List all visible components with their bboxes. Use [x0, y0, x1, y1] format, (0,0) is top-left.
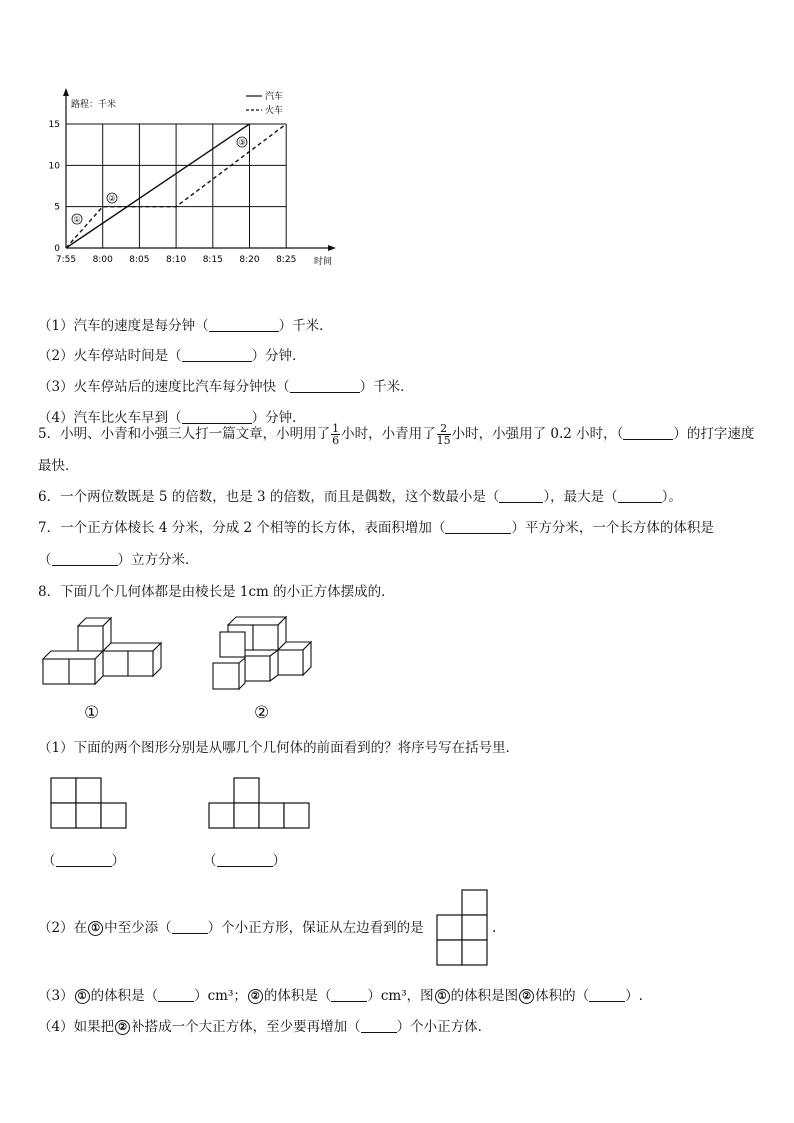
q8-title: 8．下面几个几何体都是由棱长是 1cm 的小正方体摆成的．: [38, 584, 395, 600]
q5-line2: 最快．: [38, 458, 79, 474]
x-tick-label: 8:15: [202, 255, 223, 265]
x-tick-label: 8:00: [92, 255, 113, 265]
q8-part3: （3） ① 的体积是（ ）cm³； ② 的体积是（ ）cm³，图 ① 的体积是图 ② 体积的（ ）.: [38, 988, 643, 1004]
q4-part2: （2）火车停站时间是（ ）分钟．: [38, 348, 306, 364]
fraction-two-fifteenths: $\frac{2}{15}$: [436, 422, 451, 447]
x-tick-label: 8:20: [239, 255, 260, 265]
q4-part1: （1）汽车的速度是每分钟（ ）千米．: [38, 318, 333, 334]
q8-part2: （2）在 ① 中至少添（ ）个小正方形，保证从左边看到的是: [38, 920, 424, 936]
answer-blank[interactable]: [182, 347, 252, 362]
q7-line2: （ ）立方分米．: [38, 552, 199, 568]
answer-blank[interactable]: [361, 1018, 397, 1033]
front-view-b: [208, 777, 314, 831]
solid-2-label: ②: [254, 703, 270, 723]
chart-ticks: [49, 120, 297, 265]
chart-legend: [246, 90, 283, 116]
front-view-a: [50, 777, 130, 831]
legend-label-car: 汽车: [265, 92, 284, 102]
x-tick-label: 8:05: [129, 255, 150, 265]
annotation-2-label: ②: [108, 194, 116, 203]
x-axis-label: 时间: [314, 257, 333, 267]
answer-blank[interactable]: [217, 852, 273, 867]
q6: 6．一个两位数既是 5 的倍数，也是 3 的倍数，而且是偶数，这个数最小是（ ），最大是（ ）。: [38, 489, 682, 505]
y-tick-label: 0: [54, 244, 60, 254]
x-axis-arrow: [328, 245, 336, 251]
front-view-a-answer: （ ）: [42, 853, 125, 869]
solid-1-label: ①: [84, 703, 100, 723]
answer-blank[interactable]: [499, 488, 543, 503]
left-view-figure: [436, 889, 490, 969]
q7-line1: 7．一个正方体棱长 4 分米，分成 2 个相等的长方体，表面积增加（ ）平方分米，一个长方体的体积是: [38, 520, 714, 536]
chart-axes: [63, 88, 336, 251]
y-axis-label: 路程：千米: [71, 100, 117, 110]
y-tick-label: 5: [54, 202, 60, 213]
answer-blank[interactable]: [331, 987, 367, 1002]
answer-blank[interactable]: [52, 551, 118, 566]
answer-blank[interactable]: [623, 425, 673, 440]
answer-blank[interactable]: [445, 519, 511, 534]
front-view-b-answer: （ ）: [203, 853, 286, 869]
y-tick-label: 10: [48, 161, 60, 172]
q8-part4: （4）如果把 ② 补搭成一个大正方体，至少要再增加（ ）个小正方体．: [38, 1019, 492, 1035]
annotation-1-label: ①: [73, 215, 81, 224]
y-axis-arrow: [63, 88, 69, 96]
answer-blank[interactable]: [209, 317, 279, 332]
answer-blank[interactable]: [290, 378, 360, 393]
legend-label-train: 火车: [265, 106, 284, 116]
q5-line1: 5．小明、小青和小强三人打一篇文章，小明用了 $\frac{1}{6}$ 小时，小青用了 $\frac{2}{15}$ 小时，小强用了 0.2 小时，（ ）的打字速度: [38, 422, 755, 447]
solid-figure-1: [38, 612, 168, 692]
x-tick-label: 8:25: [276, 255, 297, 265]
answer-blank[interactable]: [172, 919, 208, 934]
q4-part3: （3）火车停站后的速度比汽车每分钟快（ ）千米．: [38, 379, 414, 395]
answer-blank[interactable]: [589, 987, 625, 1002]
fraction-one-sixth: $\frac{1}{6}$: [332, 422, 340, 447]
q8-part1: （1）下面的两个图形分别是从哪几个几何体的前面看到的？将序号写在括号里．: [38, 740, 520, 756]
q8-part2-end: .: [492, 920, 497, 936]
y-tick-label: 15: [48, 120, 60, 130]
x-tick-label: 7:55: [55, 255, 77, 265]
answer-blank[interactable]: [56, 852, 112, 867]
answer-blank[interactable]: [618, 488, 662, 503]
x-tick-label: 8:10: [165, 255, 187, 265]
series-line-car: [66, 124, 250, 248]
annotation-3-label: ③: [238, 138, 246, 147]
chart-grid: [66, 124, 286, 248]
q4-part4: （4）汽车比火车早到（ ）分钟．: [38, 410, 306, 426]
solid-figure-2: [208, 612, 328, 694]
distance-time-chart: [30, 80, 350, 270]
answer-blank[interactable]: [158, 987, 194, 1002]
